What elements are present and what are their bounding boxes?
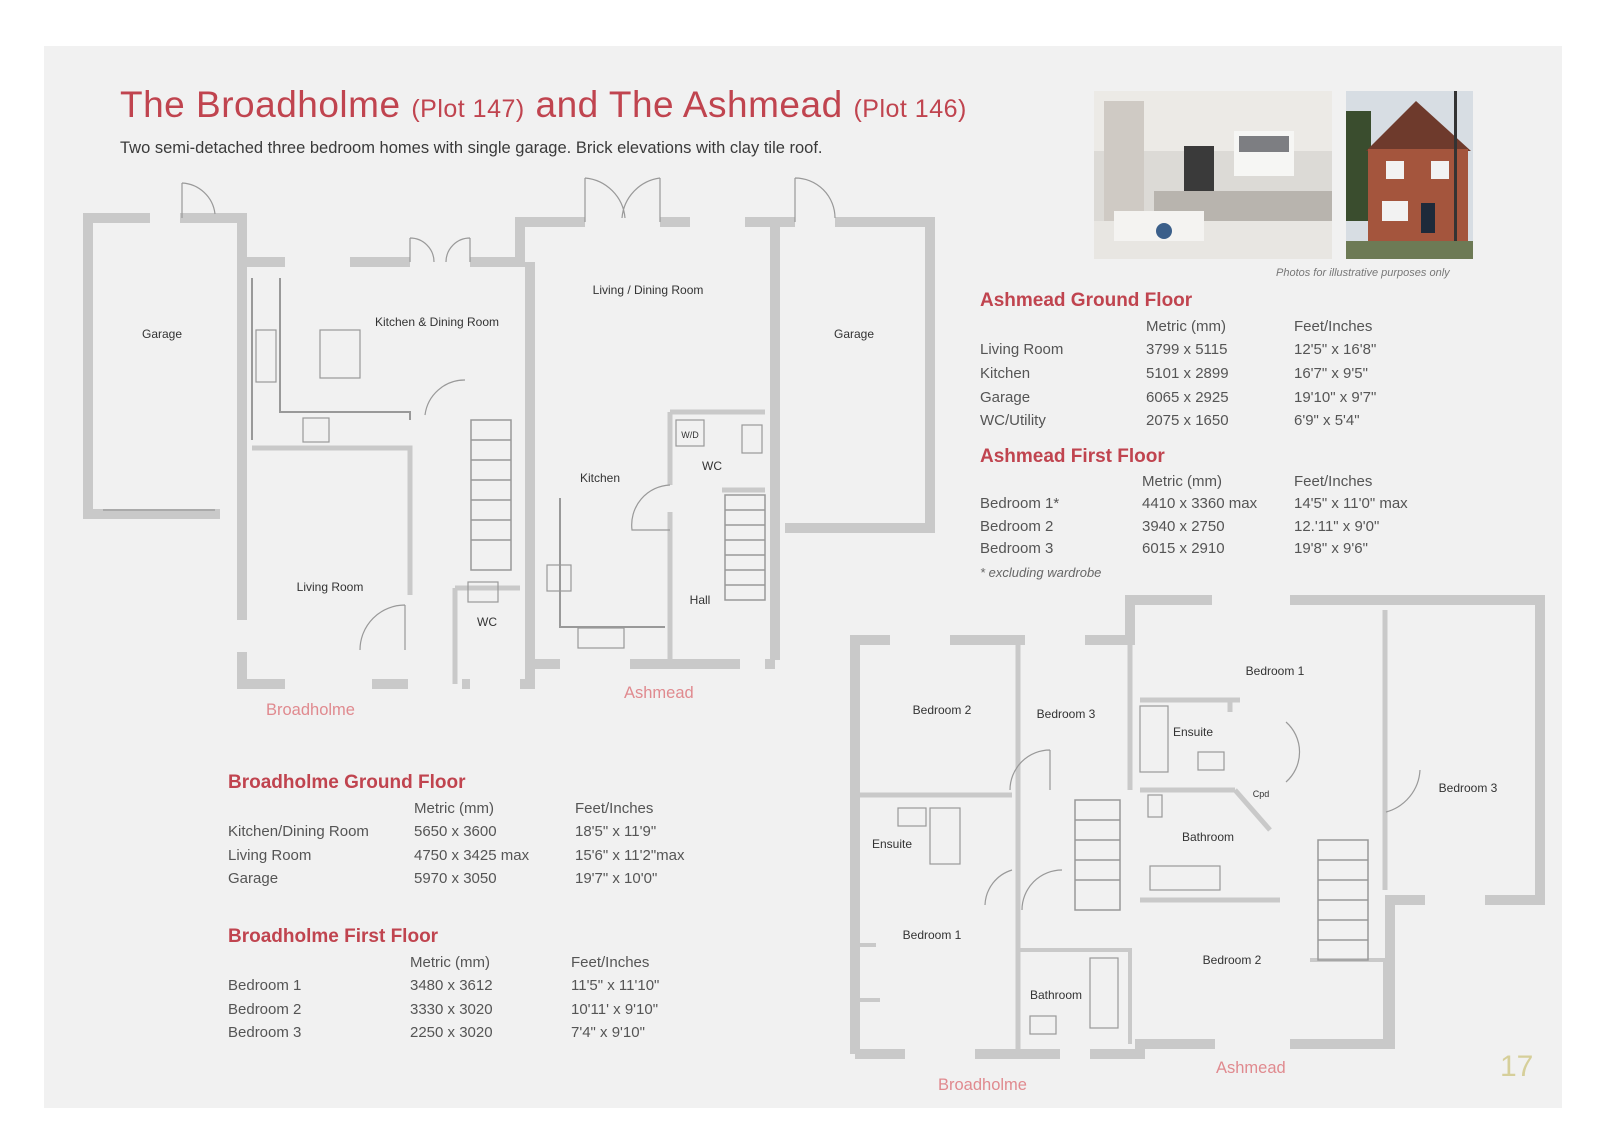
table-row-feet: 14'5" x 11'0" max [1294, 495, 1408, 512]
table-row-metric: 3940 x 2750 [1142, 518, 1225, 535]
broadholme-first-title: Broadholme First Floor [228, 926, 439, 947]
ground-plan-label-broadholme: Broadholme [266, 701, 355, 719]
table-row-name: Bedroom 3 [980, 540, 1054, 557]
room-label: Bedroom 1 [1245, 664, 1305, 678]
broadholme-ground-col-metric: Metric (mm) [414, 800, 494, 817]
room-label: Bedroom 1 [902, 928, 962, 942]
table-row-feet: 12'5" x 16'8" [1294, 341, 1377, 358]
room-label: Garage [833, 327, 875, 341]
table-row-feet: 10'11' x 9'10" [571, 1001, 659, 1018]
table-row-name: Living Room [980, 341, 1064, 358]
broadholme-first-col-metric: Metric (mm) [410, 954, 490, 971]
table-row-name: Kitchen/Dining Room [228, 823, 369, 840]
title-ashmead: The Ashmead [608, 84, 843, 125]
title-plot-147: (Plot 147) [411, 95, 525, 123]
room-label: Bedroom 3 [1036, 707, 1096, 721]
table-row-metric: 3799 x 5115 [1146, 341, 1228, 358]
room-label: Ensuite [1172, 725, 1214, 739]
wardrobe-note: * excluding wardrobe [980, 565, 1102, 580]
table-row-feet: 18'5" x 11'9" [575, 823, 657, 840]
table-row-feet: 16'7" x 9'5" [1294, 365, 1368, 382]
table-row-feet: 19'10" x 9'7" [1294, 389, 1377, 406]
page-subtitle: Two semi-detached three bedroom homes with single garage. Brick elevations with clay tile roof. [120, 139, 823, 157]
table-row-metric: 2075 x 1650 [1146, 412, 1229, 429]
table-row-metric: 2250 x 3020 [410, 1024, 493, 1041]
table-row-feet: 15'6" x 11'2"max [575, 847, 685, 864]
table-row-feet: 19'7" x 10'0" [575, 870, 658, 887]
room-label: Bathroom [1029, 988, 1083, 1002]
ground-plan-label-ashmead: Ashmead [624, 684, 694, 702]
page-number: 17 [1500, 1050, 1534, 1083]
table-row-feet: 12.'11" x 9'0" [1294, 518, 1380, 535]
table-row-name: Garage [980, 389, 1031, 406]
ashmead-first-title: Ashmead First Floor [980, 446, 1165, 467]
table-row-metric: 5101 x 2899 [1146, 365, 1229, 382]
table-row-metric: 3330 x 3020 [410, 1001, 493, 1018]
table-row-name: Kitchen [980, 365, 1031, 382]
table-row-name: Bedroom 2 [228, 1001, 302, 1018]
table-row-metric: 6065 x 2925 [1146, 389, 1229, 406]
room-label: Bedroom 2 [1202, 953, 1262, 967]
room-label: Ensuite [871, 837, 913, 851]
table-row-metric: 3480 x 3612 [410, 977, 493, 994]
first-floor-plan [855, 600, 1540, 1054]
table-row-metric: 4750 x 3425 max [414, 847, 530, 864]
table-row-name: Bedroom 2 [980, 518, 1054, 535]
ground-floor-plan [88, 178, 930, 684]
ashmead-first-col-feet: Feet/Inches [1294, 473, 1373, 490]
table-row-feet: 6'9" x 5'4" [1294, 412, 1360, 429]
broadholme-first-col-feet: Feet/Inches [571, 954, 650, 971]
title-broadholme: The Broadholme [120, 84, 401, 125]
room-label: Bedroom 2 [912, 703, 972, 717]
broadholme-ground-title: Broadholme Ground Floor [228, 772, 466, 793]
room-label: WC [702, 459, 722, 473]
table-row-name: Bedroom 3 [228, 1024, 302, 1041]
room-label: Garage [141, 327, 183, 341]
room-label: Kitchen [579, 471, 621, 485]
ashmead-ground-title: Ashmead Ground Floor [980, 290, 1193, 311]
room-label: Cpd [1252, 789, 1270, 799]
ashmead-ground-col-metric: Metric (mm) [1146, 318, 1226, 335]
room-label: Bedroom 3 [1438, 781, 1498, 795]
first-plan-label-broadholme: Broadholme [938, 1076, 1027, 1094]
ashmead-ground-col-feet: Feet/Inches [1294, 318, 1373, 335]
room-label: Hall [689, 593, 711, 607]
broadholme-ground-col-feet: Feet/Inches [575, 800, 654, 817]
photo-caption: Photos for illustrative purposes only [1276, 267, 1450, 279]
room-label: Living / Dining Room [592, 283, 704, 297]
table-row-name: Garage [228, 870, 279, 887]
table-row-feet: 7'4" x 9'10" [571, 1024, 645, 1041]
table-row-name: Living Room [228, 847, 312, 864]
table-row-metric: 6015 x 2910 [1142, 540, 1225, 557]
table-row-feet: 19'8" x 9'6" [1294, 540, 1368, 557]
title-and: and [535, 84, 599, 125]
table-row-feet: 11'5" x 11'10" [571, 977, 660, 994]
table-row-name: WC/Utility [980, 412, 1046, 429]
ashmead-first-col-metric: Metric (mm) [1142, 473, 1222, 490]
table-row-metric: 5970 x 3050 [414, 870, 497, 887]
room-label: Living Room [296, 580, 364, 594]
table-row-name: Bedroom 1 [228, 977, 302, 994]
table-row-metric: 5650 x 3600 [414, 823, 497, 840]
table-row-metric: 4410 x 3360 max [1142, 495, 1258, 512]
room-label: W/D [681, 430, 699, 440]
room-label: Bathroom [1181, 830, 1235, 844]
first-plan-label-ashmead: Ashmead [1216, 1059, 1286, 1077]
room-label: WC [477, 615, 497, 629]
room-label: Kitchen & Dining Room [374, 315, 500, 329]
title-plot-146: (Plot 146) [853, 95, 967, 123]
table-row-name: Bedroom 1* [980, 495, 1060, 512]
